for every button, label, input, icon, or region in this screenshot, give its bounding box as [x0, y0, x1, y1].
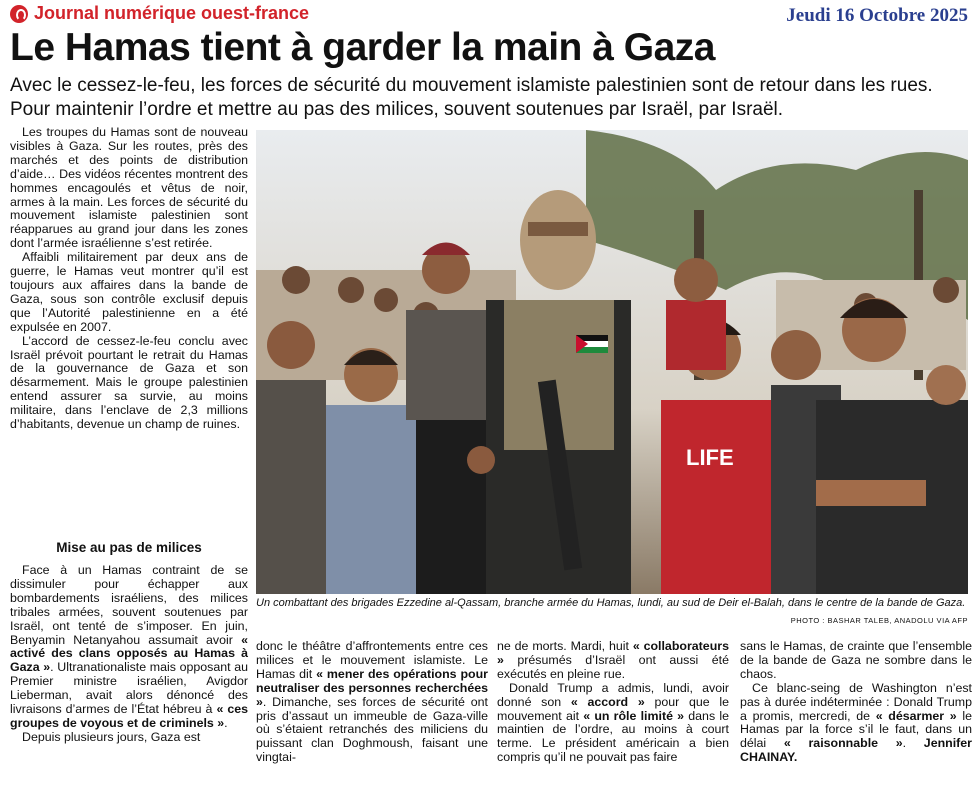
quote-bold: « activé des clans opposés au Hamas à Gaza »: [10, 632, 248, 675]
article-column-1-continued: [10, 564, 248, 745]
text-run: Donald Trump a admis, lundi, avoir donné son: [497, 680, 729, 709]
text-run: le Hamas par la force s’il le faut, dans un délai: [740, 708, 973, 751]
author-signature: Jennifer CHAINAY.: [740, 736, 972, 765]
paragraph: [10, 564, 248, 731]
text-run: . Ultranationaliste mais opposant au Premier ministre israélien, Avigdor Lieberman, avait alors dénoncé des livraisons d’armes de l’État hébreu à: [10, 660, 248, 717]
text-run: ne de morts. Mardi, huit: [497, 639, 633, 653]
article-headline: Le Hamas tient à garder la main à Gaza: [10, 26, 715, 69]
text-run: .: [224, 715, 228, 730]
quote-bold: « désarmer »: [875, 708, 957, 723]
text-run: . Dimanche, ses forces de sécurité ont pris d’assaut un immeuble de Gaza-ville où s’étaient retranchés des miliciens du puissant clan Doghmoush, faisant une vingtai-: [256, 694, 488, 765]
ouest-france-logo-icon: [10, 5, 28, 23]
article-column-3: [497, 640, 729, 765]
article-column-1: [10, 126, 248, 432]
quote-bold: « accord »: [570, 694, 645, 709]
article-subheading: Mise au pas de milices: [56, 540, 202, 555]
quote-bold: « collaborateurs »: [497, 639, 729, 667]
masthead: [10, 3, 309, 24]
paragraph: Les troupes du Hamas sont de nouveau visibles à Gaza. Sur les routes, près des marchés et des points de distribution d’aide… Des vidéos récentes montrent des hommes encagoulés et vêtus de noir, armes à la main. Les forces de sécurité du mouvement islamiste palestinien sont réapparues au grand jour dans les zones dont l’armée israélienne s’est retirée.: [10, 125, 248, 251]
text-run: donc le théâtre d’affrontements entre ces milices et le mouvement islamiste. Le Hamas dit: [256, 639, 488, 681]
text-run: Face à un Hamas contraint de se dissimuler pour échapper aux bombardements israéliens, des milices tribales armées, souvent soutenues par Israël, ont tenté de s’imposer. En juin, Benyamin Netanyahou assumait avoir: [10, 563, 248, 647]
paragraph: sans le Hamas, de crainte que l’ensemble de la bande de Gaza ne sombre dans le chaos.: [740, 639, 972, 681]
paragraph: [256, 640, 488, 765]
quote-bold: « un rôle limité »: [583, 708, 685, 723]
article-column-2: [256, 640, 488, 765]
paragraph: [740, 682, 972, 765]
quote-bold: « mener des opérations pour neutraliser des personnes recherchées »: [256, 666, 488, 709]
text-run: présumés d’Israël ont aussi été exécutés en pleine rue.: [497, 652, 729, 681]
tshirt-text: LIFE: [686, 445, 734, 470]
text-run: .: [902, 736, 924, 751]
text-run: Ce blanc-seing de Washington n’est pas à durée indéterminée : Donald Trump a promis, mercredi, de: [740, 680, 972, 723]
paragraph: Affaibli militairement par deux ans de guerre, le Hamas veut montrer qu’il est toujours aux affaires dans la bande de Gaza, sous son contrôle exclusif depuis que l’Autorité palestinienne en a été expulsée en 2007.: [10, 250, 248, 334]
photo-illustration: [256, 130, 968, 594]
paragraph: Depuis plusieurs jours, Gaza est: [22, 729, 201, 744]
text-run: dans le maintien de l’ordre, au moins à court terme. Le président américain a bien compris qu’il ne pouvait pas faire: [497, 708, 729, 765]
paragraph: [497, 640, 729, 682]
quote-bold: « raisonnable »: [783, 736, 903, 751]
article-lead: Avec le cessez-le-feu, les forces de sécurité du mouvement islamiste palestinien sont de retour dans les rues. Pour maintenir l’ordre et mettre au pas des milices, souvent soutenues par Israël, par Israël.: [10, 75, 933, 120]
text-run: pour que le mouvement ait: [497, 694, 729, 723]
quote-bold: « ces groupes de voyous et de criminels »: [10, 702, 248, 730]
publication-date: Jeudi 16 Octobre 2025: [786, 5, 968, 26]
photo-credit: PHOTO : BASHAR TALEB, ANADOLU VIA AFP: [790, 616, 968, 625]
paragraph: [497, 682, 729, 765]
article-column-4: [740, 640, 972, 765]
journal-name: Journal numérique ouest-france: [34, 3, 310, 23]
photo-caption: Un combattant des brigades Ezzedine al-Qassam, branche armée du Hamas, lundi, au sud de Deir el-Balah, dans le centre de la bande de Gaza.: [256, 597, 966, 609]
paragraph: L’accord de cessez-le-feu conclu avec Israël prévoit pourtant le retrait du Hamas de la gouvernance de Gaza et son désarmement. Mais le groupe palestinien entend assurer sa survie, au moins militaire, dans l’enclave de 2,3 millions d’habitants, devenue un champ de ruines.: [10, 333, 248, 432]
article-photo: [256, 130, 968, 594]
